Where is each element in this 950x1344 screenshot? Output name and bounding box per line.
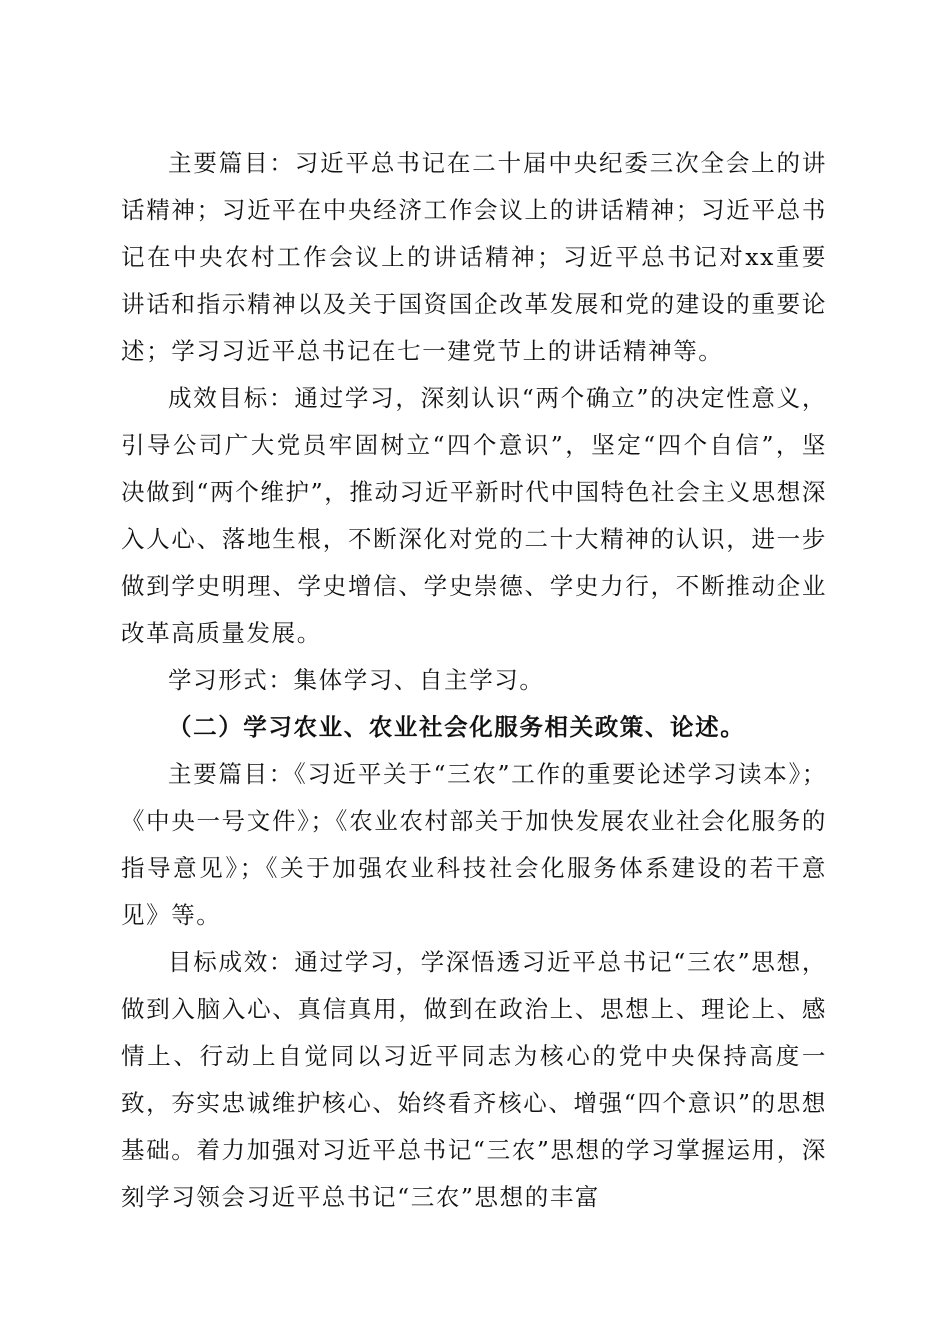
document-page <box>121 140 827 1221</box>
paragraph-main-chapters <box>121 140 827 375</box>
paragraph-text: 习近平总书记在二十届中央纪委三次全会上的讲话精神；习近平在中央经济工作会议上的讲话精神；习近平总书记在中央农村工作会议上的讲话精神；习近平总书记对xx重要讲话和指示精神以及关于国资国企改革发展和党的建设的重要论述；学习习近平总书记在七一建党节上的讲话精神等。 <box>121 149 827 365</box>
paragraph-label: 学习形式： <box>168 666 294 694</box>
paragraph-effect-goals <box>121 375 827 657</box>
paragraph-main-chapters-2 <box>121 751 827 939</box>
paragraph-text: 通过学习，深刻认识“两个确立”的决定性意义，引导公司广大党员牢固树立“四个意识”，坚定“四个自信”，坚决做到“两个维护”，推动习近平新时代中国特色社会主义思想深入人心、落地生根，不断深化对党的二十大精神的认识，进一步做到学史明理、学史增信、学史崇德、学史力行，不断推动企业改革高质量发展。 <box>121 384 828 647</box>
paragraph-text: 通过学习，学深悟透习近平总书记“三农”思想，做到入脑入心、真信真用，做到在政治上、思想上、理论上、感情上、行动上自觉同以习近平同志为核心的党中央保持高度一致，夯实忠诚维护核心、始终看齐核心、增强“四个意识”的思想基础。着力加强对习近平总书记“三农”思想的学习掌握运用，深刻学习领会习近平总书记“三农”思想的丰富 <box>121 948 828 1211</box>
paragraph-goal-effects-2 <box>121 939 827 1221</box>
paragraph-text: 集体学习、自主学习。 <box>293 666 545 694</box>
paragraph-study-form <box>121 657 827 704</box>
section-heading: （二）学习农业、农业社会化服务相关政策、论述。 <box>168 713 746 741</box>
paragraph-text: 《习近平关于“三农”工作的重要论述学习读本》；《中央一号文件》；《农业农村部关于加快发展农业社会化服务的指导意见》；《关于加强农业科技社会化服务体系建设的若干意见》等。 <box>121 760 828 929</box>
paragraph-label: 目标成效： <box>168 948 295 976</box>
paragraph-label: 主要篇目： <box>168 760 294 788</box>
paragraph-label: 成效目标： <box>168 384 295 412</box>
paragraph-label: 主要篇目： <box>168 149 295 177</box>
